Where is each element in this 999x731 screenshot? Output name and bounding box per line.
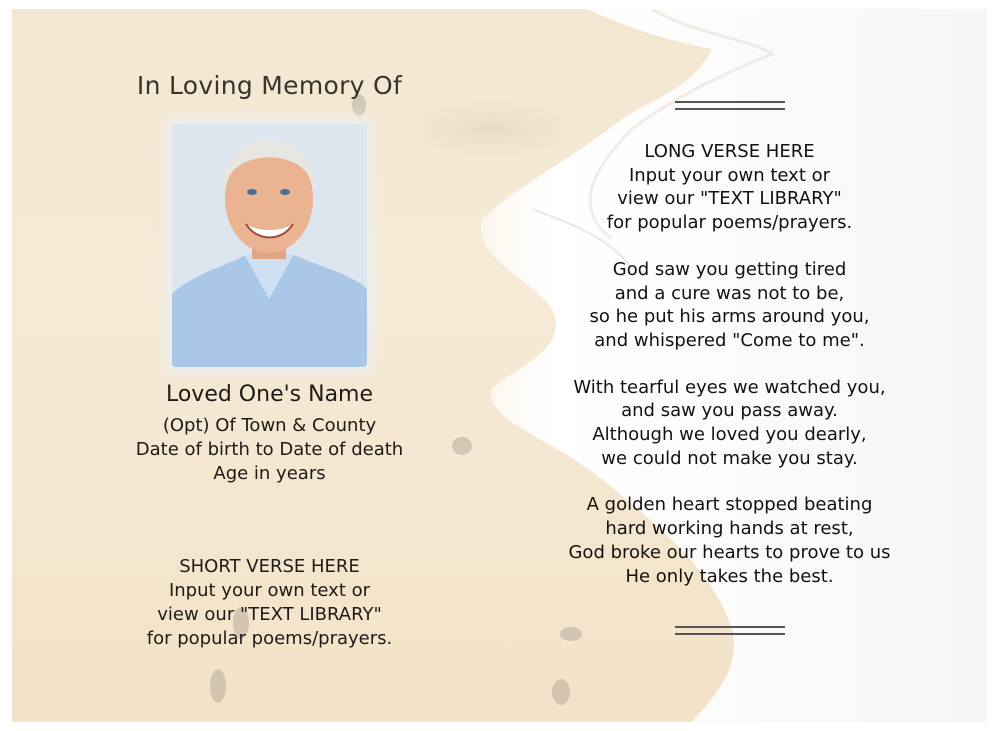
verse-line: Input your own text or <box>168 580 371 601</box>
loved-one-name: Loved One's Name <box>165 382 374 407</box>
verse-line: Although we loved you dearly, <box>592 424 867 446</box>
footprint-decoration <box>560 627 582 641</box>
verse-line: we could not make you stay. <box>601 447 858 469</box>
footprint-decoration <box>552 679 570 705</box>
verse-line: and a cure was not to be, <box>614 282 845 304</box>
verse-line: and saw you pass away. <box>621 400 838 422</box>
verse-line: LONG VERSE HERE <box>644 141 815 162</box>
verse-line: view our "TEXT LIBRARY" <box>157 604 382 625</box>
bottom-double-rule <box>675 626 785 635</box>
verse-line: SHORT VERSE HERE <box>179 556 360 577</box>
loved-one-details <box>72 414 467 486</box>
long-verse <box>547 140 912 588</box>
age-line: Age in years <box>213 463 326 484</box>
memorial-card <box>12 9 987 722</box>
verse-line: He only takes the best. <box>625 565 834 587</box>
verse-line: so he put his arms around you, <box>589 306 870 328</box>
verse-line: God saw you getting tired <box>612 258 847 280</box>
verse-line: and whispered "Come to me". <box>594 329 865 351</box>
top-double-rule <box>675 101 785 110</box>
verse-line: for popular poems/prayers. <box>606 212 853 234</box>
loved-one-photo <box>172 124 367 367</box>
verse-line: view our "TEXT LIBRARY" <box>617 188 842 210</box>
verse-line: for popular poems/prayers. <box>146 628 393 649</box>
portrait-photo-icon <box>172 124 367 367</box>
dates-line: Date of birth to Date of death <box>135 439 404 460</box>
town-line: (Opt) Of Town & County <box>162 415 377 436</box>
memorial-heading: In Loving Memory Of <box>136 71 403 100</box>
verse-line: With tearful eyes we watched you, <box>573 376 886 398</box>
footprint-decoration <box>210 669 226 703</box>
short-verse <box>72 555 467 651</box>
verse-line: hard working hands at rest, <box>605 518 854 540</box>
verse-line: God broke our hearts to prove to us <box>568 541 891 563</box>
verse-line: A golden heart stopped beating <box>586 494 873 516</box>
verse-line: Input your own text or <box>628 164 831 186</box>
